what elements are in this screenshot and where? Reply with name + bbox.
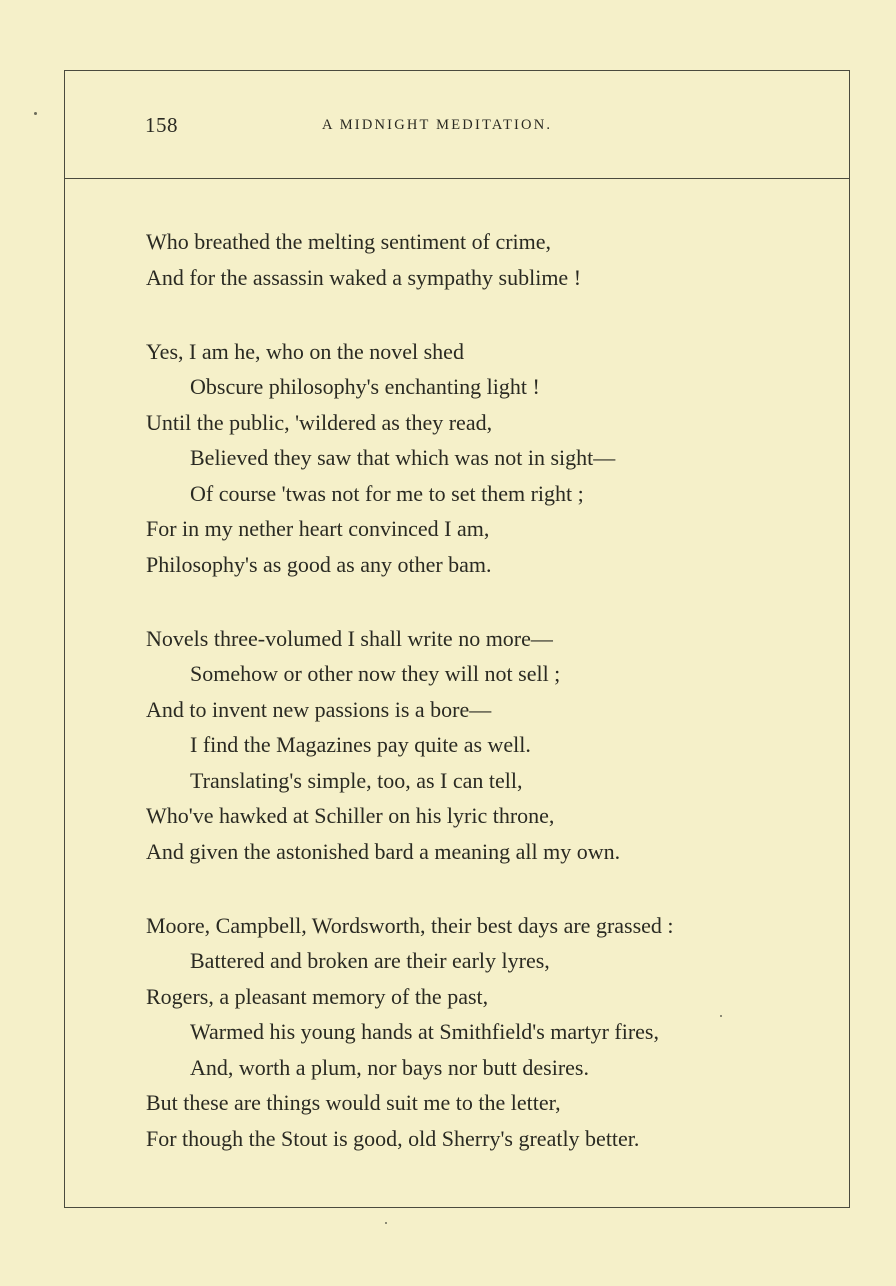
- poem-line-indented: Somehow or other now they will not sell ;: [190, 661, 561, 686]
- paper-speck: [720, 1015, 722, 1017]
- poem-line: For in my nether heart convinced I am,: [146, 516, 490, 541]
- poem-line-indented: And, worth a plum, nor bays nor butt desires.: [190, 1054, 589, 1080]
- poem-line-indented: Warmed his young hands at Smithfield's martyr fires,: [190, 1019, 659, 1044]
- poem-line-indented: Believed they saw that which was not in sight—: [190, 445, 616, 470]
- poem-line: Rogers, a pleasant memory of the past,: [146, 983, 489, 1009]
- poem-line: Moore, Campbell, Wordsworth, their best days are grassed :: [146, 912, 674, 938]
- poem-line: Yes, I am he, who on the novel shed: [146, 338, 464, 364]
- page-number: 158: [145, 113, 178, 137]
- poem-line: Novels three-volumed I shall write no more—: [146, 625, 553, 651]
- poem-line-indented: Obscure philosophy's enchanting light !: [190, 374, 540, 399]
- poem-line: Philosophy's as good as any other bam.: [146, 551, 492, 577]
- poem-line-indented: Battered and broken are their early lyres,: [190, 948, 550, 973]
- poem-line-indented: Of course 'twas not for me to set them right ;: [190, 480, 584, 506]
- poem-line: Who've hawked at Schiller on his lyric throne,: [146, 803, 555, 828]
- stanza-4: [146, 908, 796, 1157]
- poem-line: Who breathed the melting sentiment of crime,: [146, 229, 552, 254]
- poem-line: For though the Stout is good, old Sherry's greatly better.: [146, 1125, 640, 1151]
- poem-line: But these are things would suit me to the letter,: [146, 1090, 561, 1115]
- paper-speck: [385, 1222, 387, 1224]
- poem-line: Until the public, 'wildered as they read,: [146, 409, 493, 435]
- poem-line-indented: I find the Magazines pay quite as well.: [190, 732, 531, 757]
- running-title: A MIDNIGHT MEDITATION.: [322, 117, 553, 133]
- stanza-1: [146, 224, 796, 295]
- paper-speck: [34, 112, 37, 115]
- poem-line: And given the astonished bard a meaning all my own.: [146, 838, 621, 864]
- stanza-2: [146, 334, 796, 583]
- poem-line: And to invent new passions is a bore—: [146, 696, 492, 722]
- poem-body: [146, 224, 796, 1195]
- poem-line: And for the assassin waked a sympathy sublime !: [146, 264, 582, 290]
- stanza-3: [146, 621, 796, 870]
- header-divider: [64, 178, 850, 179]
- poem-line-indented: Translating's simple, too, as I can tell,: [190, 767, 523, 793]
